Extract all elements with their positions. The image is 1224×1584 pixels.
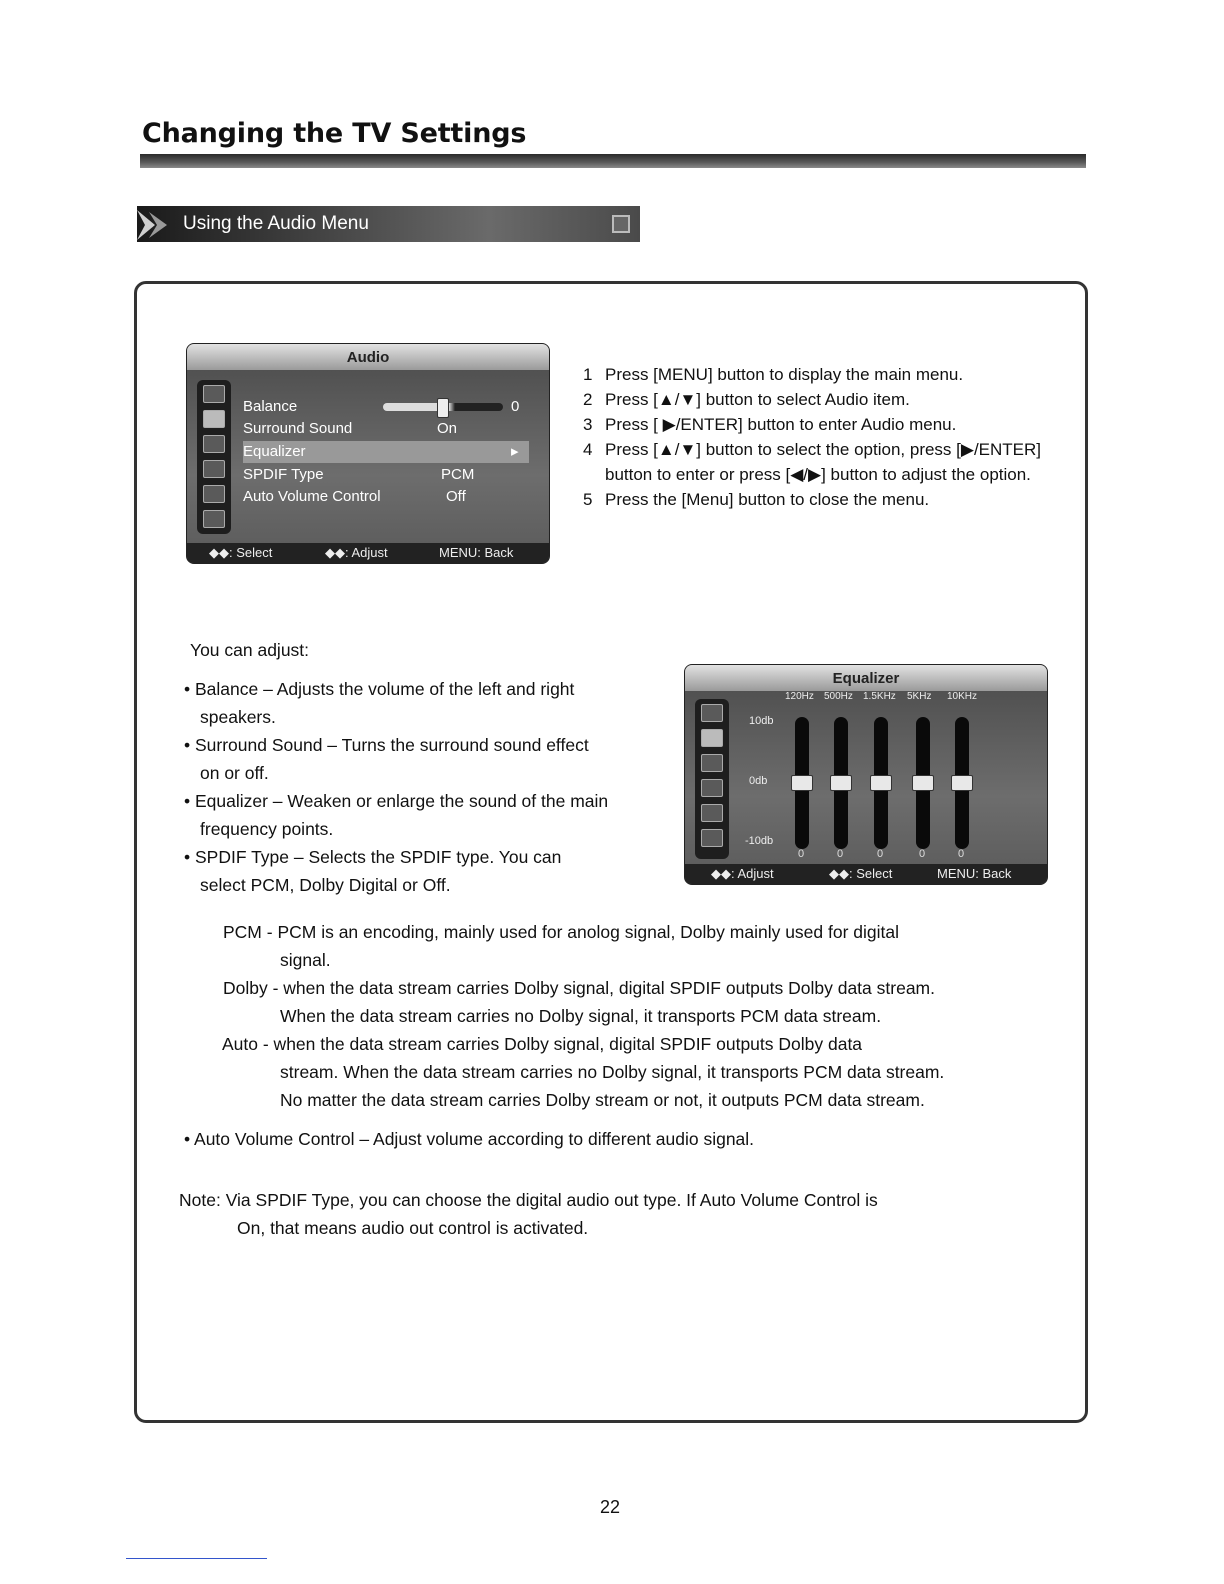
step-text: Press [▲/▼] button to select the option, press [▶/ENTER] button to enter or press [◀/▶] button to adjust the option. xyxy=(605,440,1042,484)
bullet-line: • Balance – Adjusts the volume of the left and right xyxy=(184,679,575,699)
menu-row-label: Equalizer xyxy=(243,443,306,460)
balance-slider-knob xyxy=(437,398,449,418)
picture-icon xyxy=(203,385,225,403)
audio-icon xyxy=(203,410,225,428)
eq-slider-track xyxy=(955,717,969,849)
eq-band-value: 0 xyxy=(798,848,805,860)
setup-icon xyxy=(203,510,225,528)
eq-band-value: 0 xyxy=(919,848,926,860)
page-number: 22 xyxy=(600,1497,621,1517)
step-text: Press [ ▶/ENTER] button to enter Audio menu. xyxy=(605,415,957,434)
footnote-rule xyxy=(126,1558,267,1559)
footer-back: MENU: Back xyxy=(937,866,1012,881)
banner-label: Using the Audio Menu xyxy=(183,213,369,234)
mode-line: Auto - when the data stream carries Dolby signal, digital SPDIF outputs Dolby data xyxy=(222,1034,863,1054)
lock-icon xyxy=(203,460,225,478)
equalizer-menu-footer xyxy=(685,864,1047,884)
step-number: 1 xyxy=(583,365,593,384)
mode-line: stream. When the data stream carries no Dolby signal, it transports PCM data stream. xyxy=(280,1062,945,1082)
step-item xyxy=(583,387,1063,412)
spdif-mode-dolby xyxy=(223,974,935,1030)
bullet-line: • Surround Sound – Turns the surround sound effect xyxy=(184,735,589,755)
equalizer-menu-screenshot xyxy=(684,664,1048,885)
bullet-line: • SPDIF Type – Selects the SPDIF type. You can xyxy=(184,847,562,867)
spdif-mode-auto xyxy=(222,1030,944,1114)
bullet-line: • Equalizer – Weaken or enlarge the sound of the main xyxy=(184,791,609,811)
menu-row-value: Off xyxy=(446,488,466,505)
eq-band-label: 1.5KHz xyxy=(863,691,896,702)
bullet-spdif xyxy=(184,843,561,899)
step-item xyxy=(583,487,1063,512)
menu-icon xyxy=(612,215,630,233)
eq-slider-track xyxy=(874,717,888,849)
page-title: Changing the TV Settings xyxy=(142,118,527,149)
balance-slider xyxy=(383,403,503,411)
audio-menu-title: Audio xyxy=(187,344,549,370)
intro-text: You can adjust: xyxy=(190,640,310,660)
eq-band-value: 0 xyxy=(958,848,965,860)
bullet-line: frequency points. xyxy=(200,819,334,839)
footer-adjust: ◆◆: Adjust xyxy=(711,866,774,881)
mode-line: No matter the data stream carries Dolby stream or not, it outputs PCM data stream. xyxy=(280,1090,925,1110)
picture-icon xyxy=(701,704,723,722)
section-banner xyxy=(137,206,640,242)
audio-menu-screenshot xyxy=(186,343,550,564)
mode-line: When the data stream carries no Dolby signal, it transports PCM data stream. xyxy=(280,1006,882,1026)
note-line: Note: Via SPDIF Type, you can choose the digital audio out type. If Auto Volume Control is xyxy=(179,1190,878,1210)
menu-row-equalizer xyxy=(243,441,529,463)
audio-menu-footer xyxy=(187,543,549,563)
eq-scale-top: 10db xyxy=(749,715,774,727)
menu-category-bar xyxy=(695,699,729,859)
step-number: 5 xyxy=(583,490,593,509)
mode-line: Dolby - when the data stream carries Dolby signal, digital SPDIF outputs Dolby data stream. xyxy=(223,978,935,998)
bullet-auto-volume: • Auto Volume Control – Adjust volume according to different audio signal. xyxy=(184,1129,755,1149)
footer-adjust: ◆◆: Adjust xyxy=(325,545,388,560)
eq-slider-track xyxy=(834,717,848,849)
step-number: 3 xyxy=(583,415,593,434)
menu-row-auto-volume xyxy=(243,486,529,508)
note xyxy=(179,1186,878,1242)
settings-icon xyxy=(701,754,723,772)
steps-list xyxy=(583,362,1063,512)
eq-slider-track xyxy=(916,717,930,849)
bullet-surround xyxy=(184,731,589,787)
eq-scale-mid: 0db xyxy=(749,775,768,787)
bullet-balance xyxy=(184,675,574,731)
audio-icon xyxy=(701,729,723,747)
spdif-mode-pcm xyxy=(223,918,899,974)
menu-row-balance xyxy=(243,396,529,418)
menu-row-label: SPDIF Type xyxy=(243,466,324,483)
step-number: 4 xyxy=(583,440,593,459)
step-text: Press the [Menu] button to close the menu. xyxy=(605,490,930,509)
menu-row-surround xyxy=(243,418,529,440)
eq-slider-knob xyxy=(912,775,934,791)
footer-back: MENU: Back xyxy=(439,545,514,560)
menu-row-spdif xyxy=(243,464,529,486)
chevron-right-icon xyxy=(135,208,175,242)
setup-icon xyxy=(701,829,723,847)
menu-row-value: On xyxy=(437,420,458,437)
step-item xyxy=(583,362,1063,387)
bullet-equalizer xyxy=(184,787,608,843)
lock-icon xyxy=(701,779,723,797)
mode-line: signal. xyxy=(280,950,331,970)
channel-icon xyxy=(203,485,225,503)
note-line: On, that means audio out control is activated. xyxy=(237,1218,589,1238)
menu-row-value: 0 xyxy=(511,398,520,415)
eq-slider-knob xyxy=(870,775,892,791)
step-text: Press [▲/▼] button to select Audio item. xyxy=(605,390,910,409)
menu-category-bar xyxy=(197,380,231,534)
title-rule xyxy=(140,154,1086,168)
eq-band-label: 120Hz xyxy=(785,691,814,702)
eq-band-label: 500Hz xyxy=(824,691,853,702)
bullet-line: on or off. xyxy=(200,763,269,783)
step-item xyxy=(583,437,1063,487)
settings-icon xyxy=(203,435,225,453)
menu-row-label: Balance xyxy=(243,398,298,415)
footer-select: ◆◆: Select xyxy=(209,545,273,560)
eq-band-label: 10KHz xyxy=(947,691,978,702)
eq-slider-knob xyxy=(951,775,973,791)
step-text: Press [MENU] button to display the main menu. xyxy=(605,365,964,384)
eq-band-value: 0 xyxy=(837,848,844,860)
eq-slider-knob xyxy=(791,775,813,791)
menu-row-value: ▸ xyxy=(511,443,519,460)
eq-slider-track xyxy=(795,717,809,849)
step-number: 2 xyxy=(583,390,593,409)
eq-band-value: 0 xyxy=(877,848,884,860)
menu-row-label: Auto Volume Control xyxy=(243,488,381,505)
step-item xyxy=(583,412,1063,437)
mode-line: PCM - PCM is an encoding, mainly used for anolog signal, Dolby mainly used for digital xyxy=(223,922,900,942)
footer-select: ◆◆: Select xyxy=(829,866,893,881)
eq-slider-knob xyxy=(830,775,852,791)
bullet-line: select PCM, Dolby Digital or Off. xyxy=(200,875,451,895)
eq-scale-bottom: -10db xyxy=(745,835,774,847)
menu-row-label: Surround Sound xyxy=(243,420,353,437)
eq-band-label: 5KHz xyxy=(907,691,932,702)
equalizer-menu-title: Equalizer xyxy=(685,665,1047,691)
channel-icon xyxy=(701,804,723,822)
menu-row-value: PCM xyxy=(441,466,475,483)
bullet-line: speakers. xyxy=(200,707,276,727)
